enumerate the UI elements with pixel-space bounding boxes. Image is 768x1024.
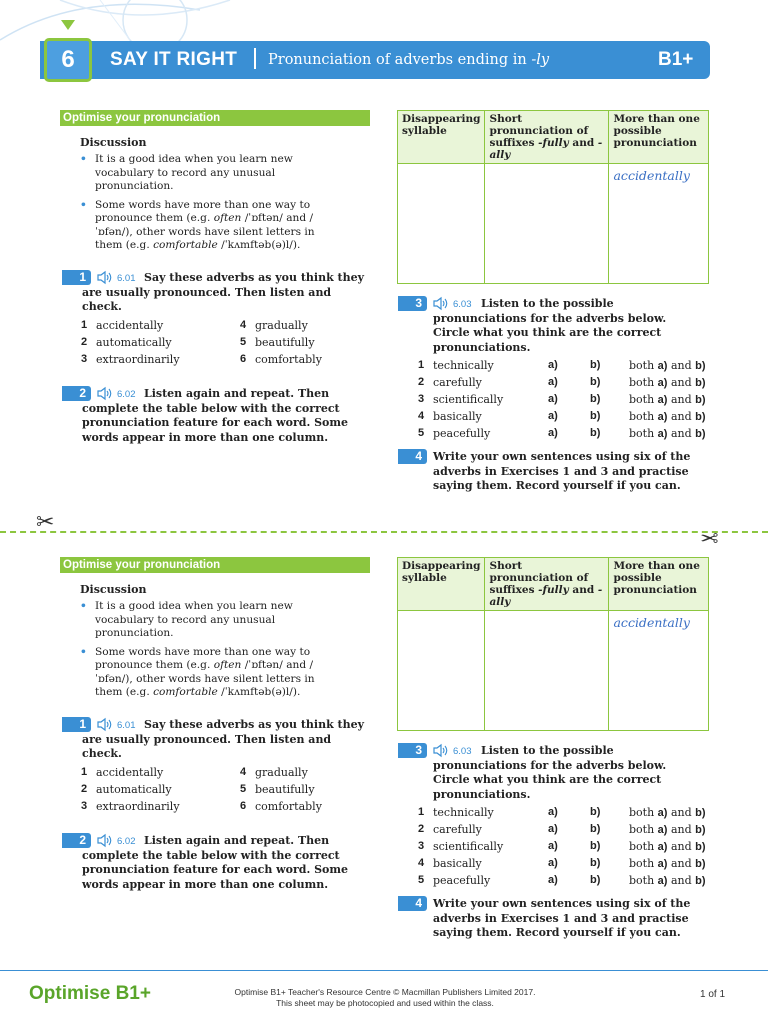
list-item: 4 basically a) b) both a) and b) <box>418 408 718 425</box>
list-item: 5 peacefully a) b) both a) and b) <box>418 425 718 442</box>
table-header: Short pronunciation of suffixes -fully and -ally <box>485 111 609 164</box>
exercise-instruction: Say these adverbs as you think they are usually pronounced. Then listen and check. <box>82 718 364 760</box>
track-number: 6.03 <box>453 299 472 310</box>
page-subtitle: Pronunciation of adverbs ending in -ly <box>268 52 550 68</box>
option-both[interactable]: both a) and b) <box>629 874 706 887</box>
table-cell[interactable] <box>485 164 609 284</box>
table-cell[interactable] <box>609 164 709 284</box>
list-item: • It is a good idea when you learn new vocabulary to record any unusual pronunciation. <box>80 153 293 192</box>
option-b[interactable]: b) <box>590 806 601 818</box>
option-a[interactable]: a) <box>548 857 558 869</box>
option-both[interactable]: both a) and b) <box>629 410 706 423</box>
section-label: Optimise your pronunciation <box>60 557 370 573</box>
list-item: • Some words have more than one way to pronounce them (e.g. often /ˈɒftən/ and /ˈɒfən/), other words have silent letters in them (e.g. comfortable /ˈkʌmftəb(ə)l/). <box>80 198 315 251</box>
exercise-number: 3 <box>398 743 427 758</box>
option-both[interactable]: both a) and b) <box>629 823 706 836</box>
track-number: 6.03 <box>453 746 472 757</box>
option-both[interactable]: both a) and b) <box>629 359 706 372</box>
table-cell[interactable] <box>398 164 485 284</box>
option-b[interactable]: b) <box>590 359 601 371</box>
footer-divider <box>0 970 768 971</box>
unit-number: 6 <box>44 38 92 82</box>
option-a[interactable]: a) <box>548 410 558 422</box>
option-both[interactable]: both a) and b) <box>629 857 706 870</box>
option-a[interactable]: a) <box>548 840 558 852</box>
option-a[interactable]: a) <box>548 393 558 405</box>
exercise-instruction: Listen again and repeat. Then complete the table below with the correct pronunciation feature for each word. Some words appear in more than one column. <box>82 834 349 891</box>
exercise-1-words: 1 accidentally 2 automatically 3 extraordinarily 4 gradually 5 beautifully 6 comfortably <box>81 764 381 815</box>
option-a[interactable]: a) <box>548 359 558 371</box>
table-header: Disappearing syllable <box>398 111 485 164</box>
track-number: 6.02 <box>117 389 136 400</box>
option-both[interactable]: both a) and b) <box>629 376 706 389</box>
option-both[interactable]: both a) and b) <box>629 393 706 406</box>
discussion-bullets <box>80 600 345 705</box>
list-item: 1 accidentally <box>81 319 164 332</box>
list-item: 1 accidentally <box>81 766 164 779</box>
exercise-instruction: Write your own sentences using six of the adverbs in Exercises 1 and 3 and practise saying them. Record yourself if you can. <box>433 897 691 939</box>
discussion-heading: Discussion <box>80 136 147 149</box>
footer-brand: Optimise B1+ <box>29 983 151 1004</box>
list-item: • It is a good idea when you learn new vocabulary to record any unusual pronunciation. <box>80 600 293 639</box>
exercise-3-words <box>418 804 718 889</box>
example-answer: accidentally <box>613 168 690 183</box>
track-number: 6.01 <box>117 720 136 731</box>
discussion-heading: Discussion <box>80 583 147 596</box>
option-a[interactable]: a) <box>548 874 558 886</box>
list-item: 3 scientifically a) b) both a) and b) <box>418 391 718 408</box>
table-header: More than one possible pronunciation <box>609 558 709 611</box>
worksheet-copy-bottom <box>0 447 768 939</box>
exercise-instruction: Listen to the possible pronunciations for the adverbs below. Circle what you think are the correct pronunciations. <box>433 744 667 801</box>
exercise-instruction: Say these adverbs as you think they are usually pronounced. Then listen and check. <box>82 271 364 313</box>
option-b[interactable]: b) <box>590 376 601 388</box>
list-item: 2 automatically <box>81 783 172 796</box>
list-item: 1 technically a) b) both a) and b) <box>418 804 718 821</box>
scissors-icon: ✂ <box>36 510 55 535</box>
option-b[interactable]: b) <box>590 410 601 422</box>
page-title: SAY IT RIGHT <box>110 49 238 70</box>
exercise-3-words <box>418 357 718 442</box>
worksheet-copy-top <box>0 0 768 492</box>
list-item: 1 technically a) b) both a) and b) <box>418 357 718 374</box>
option-b[interactable]: b) <box>590 427 601 439</box>
list-item: 5 peacefully a) b) both a) and b) <box>418 872 718 889</box>
table-cell[interactable] <box>609 611 709 731</box>
exercise-number: 2 <box>62 833 91 848</box>
list-item: 4 basically a) b) both a) and b) <box>418 855 718 872</box>
exercise-instruction: Write your own sentences using six of the adverbs in Exercises 1 and 3 and practise saying them. Record yourself if you can. <box>433 450 691 492</box>
track-number: 6.02 <box>117 836 136 847</box>
option-a[interactable]: a) <box>548 427 558 439</box>
discussion-bullets <box>80 153 345 258</box>
exercise-number: 4 <box>398 896 427 911</box>
option-b[interactable]: b) <box>590 857 601 869</box>
exercise-number: 3 <box>398 296 427 311</box>
section-label: Optimise your pronunciation <box>60 110 370 126</box>
table-cell[interactable] <box>485 611 609 731</box>
table-header: More than one possible pronunciation <box>609 111 709 164</box>
track-number: 6.01 <box>117 273 136 284</box>
exercise-number: 1 <box>62 270 91 285</box>
list-item: 3 extraordinarily <box>81 353 180 366</box>
list-item: 3 extraordinarily <box>81 800 180 813</box>
pronunciation-table <box>397 557 709 731</box>
option-b[interactable]: b) <box>590 840 601 852</box>
footer-credit: Optimise B1+ Teacher's Resource Centre © Macmillan Publishers Limited 2017. This sheet may be photocopied and used within the class. <box>234 987 536 1008</box>
exercise-number: 4 <box>398 449 427 464</box>
list-item: 3 scientifically a) b) both a) and b) <box>418 838 718 855</box>
option-b[interactable]: b) <box>590 874 601 886</box>
table-cell[interactable] <box>398 611 485 731</box>
option-a[interactable]: a) <box>548 376 558 388</box>
list-item: 2 carefully a) b) both a) and b) <box>418 374 718 391</box>
list-item: 2 automatically <box>81 336 172 349</box>
option-a[interactable]: a) <box>548 823 558 835</box>
table-header: Disappearing syllable <box>398 558 485 611</box>
option-b[interactable]: b) <box>590 823 601 835</box>
option-both[interactable]: both a) and b) <box>629 427 706 440</box>
option-both[interactable]: both a) and b) <box>629 806 706 819</box>
exercise-number: 2 <box>62 386 91 401</box>
exercise-1-words: 1 accidentally 2 automatically 3 extraordinarily 4 gradually 5 beautifully 6 comfortably <box>81 317 381 368</box>
pronunciation-table <box>397 110 709 284</box>
level-badge: B1+ <box>658 49 694 70</box>
scissors-icon: ✂ <box>700 527 719 552</box>
table-header: Short pronunciation of suffixes -fully and -ally <box>485 558 609 611</box>
exercise-number: 1 <box>62 717 91 732</box>
list-item: 2 carefully a) b) both a) and b) <box>418 821 718 838</box>
exercise-instruction: Listen again and repeat. Then complete the table below with the correct pronunciation feature for each word. Some words appear in more than one column. <box>82 387 349 444</box>
exercise-instruction: Listen to the possible pronunciations for the adverbs below. Circle what you think are the correct pronunciations. <box>433 297 667 354</box>
page-number: 1 of 1 <box>700 989 726 1000</box>
option-both[interactable]: both a) and b) <box>629 840 706 853</box>
list-item: • Some words have more than one way to pronounce them (e.g. often /ˈɒftən/ and /ˈɒfən/), other words have silent letters in them (e.g. comfortable /ˈkʌmftəb(ə)l/). <box>80 645 315 698</box>
example-answer: accidentally <box>613 615 690 630</box>
option-a[interactable]: a) <box>548 806 558 818</box>
option-b[interactable]: b) <box>590 393 601 405</box>
